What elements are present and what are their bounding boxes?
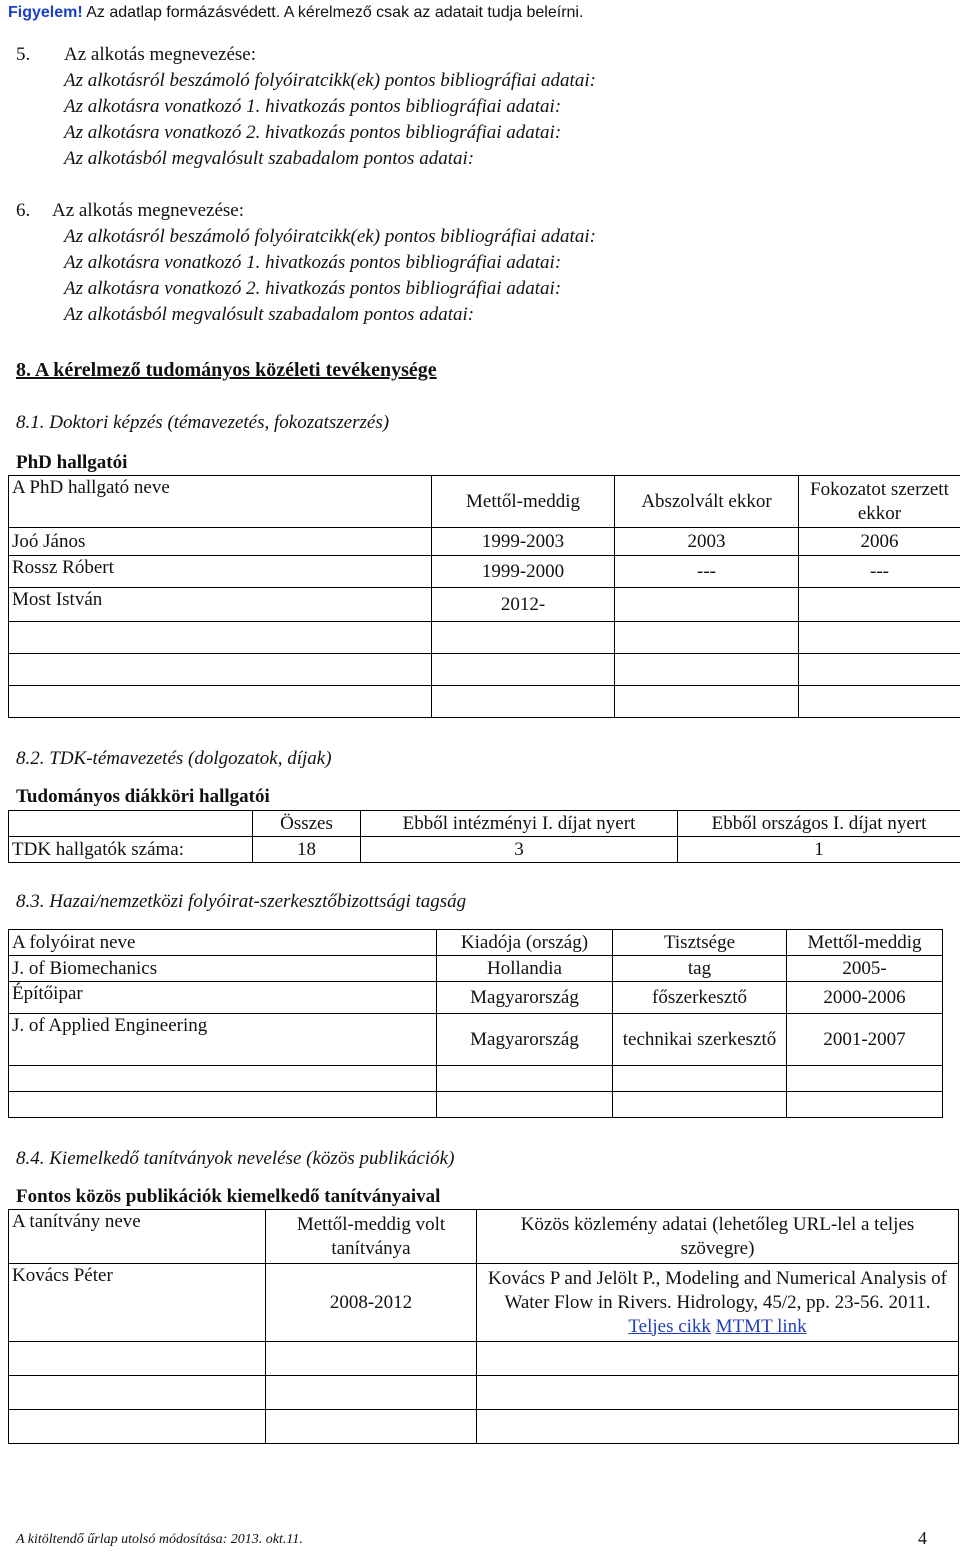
work-field-label: Az alkotásról beszámoló folyóiratcikk(ek) pontos bibliográfiai adatai:	[64, 226, 596, 247]
table-cell[interactable]: Magyarország	[437, 1014, 613, 1066]
column-header: Fokozatot szerzett ekkor	[799, 476, 960, 528]
column-header: A PhD hallgató neve	[9, 476, 432, 528]
column-header: Ebből országos I. díjat nyert	[678, 811, 960, 837]
column-header	[9, 811, 253, 837]
work-field-label: Az alkotásból megvalósult szabadalom pontos adatai:	[64, 148, 475, 169]
table-cell[interactable]: J. of Applied Engineering	[9, 1014, 437, 1066]
work-number: 6.	[16, 200, 31, 221]
format-warning	[8, 4, 583, 22]
section-8-3-heading: 8.3. Hazai/nemzetközi folyóirat-szerkesztőbizottsági tagság	[16, 891, 467, 912]
table-cell[interactable]: 1999-2000	[432, 556, 615, 588]
table-cell[interactable]	[613, 1066, 787, 1092]
table-cell[interactable]	[799, 686, 960, 718]
table-row	[9, 1066, 943, 1092]
table-header-row	[9, 930, 943, 956]
table-cell[interactable]	[9, 1066, 437, 1092]
table-cell[interactable]: főszerkesztő	[613, 982, 787, 1014]
work-field-label: Az alkotásra vonatkozó 1. hivatkozás pontos bibliográfiai adatai:	[64, 252, 562, 273]
table-cell[interactable]	[613, 1092, 787, 1118]
column-header: A tanítvány neve	[9, 1210, 266, 1264]
table-cell[interactable]: 2008-2012	[266, 1264, 477, 1342]
publication-cell[interactable]	[477, 1264, 959, 1342]
table-cell[interactable]	[432, 654, 615, 686]
table-cell[interactable]	[477, 1342, 959, 1376]
column-header: Ebből intézményi I. díjat nyert	[361, 811, 678, 837]
table-cell[interactable]: Magyarország	[437, 982, 613, 1014]
table-row	[9, 982, 943, 1014]
warning-text: Az adatlap formázásvédett. A kérelmező csak az adatait tudja beleírni.	[86, 4, 584, 21]
table-cell[interactable]: 2006	[799, 528, 960, 556]
work-number: 5.	[16, 44, 31, 65]
table-cell[interactable]: Hollandia	[437, 956, 613, 982]
table-cell[interactable]	[9, 1092, 437, 1118]
table-row	[9, 1092, 943, 1118]
warning-bold: Figyelem!	[8, 4, 83, 21]
table-row	[9, 654, 960, 686]
column-header: Mettől-meddig	[432, 476, 615, 528]
table-cell[interactable]	[437, 1092, 613, 1118]
table-cell[interactable]: ---	[799, 556, 960, 588]
table-cell[interactable]: 2000-2006	[787, 982, 943, 1014]
work-title-label: Az alkotás megnevezése:	[52, 200, 245, 221]
table-cell[interactable]	[432, 686, 615, 718]
table-row	[9, 622, 960, 654]
table-cell[interactable]	[266, 1410, 477, 1444]
table-cell[interactable]	[477, 1376, 959, 1410]
publication-text: Kovács P and Jelölt P., Modeling and Numerical Analysis of Water Flow in Rivers. Hidrology, 45/2, pp. 23-56. 2011.	[488, 1267, 947, 1313]
table-row	[9, 686, 960, 718]
table-cell[interactable]	[799, 588, 960, 622]
table-cell[interactable]: Kovács Péter	[9, 1264, 266, 1342]
full-article-link[interactable]: Teljes cikk	[628, 1315, 711, 1337]
section-8-4-heading: 8.4. Kiemelkedő tanítványok nevelése (közös publikációk)	[16, 1148, 455, 1169]
table-cell[interactable]: Joó János	[9, 528, 432, 556]
table-cell[interactable]: technikai szerkesztő	[613, 1014, 787, 1066]
section-8-2-heading: 8.2. TDK-témavezetés (dolgozatok, díjak)	[16, 748, 332, 769]
table-row	[9, 588, 960, 622]
table-cell[interactable]	[799, 654, 960, 686]
table-cell[interactable]	[9, 686, 432, 718]
work-field-label: Az alkotásból megvalósult szabadalom pontos adatai:	[64, 304, 475, 325]
column-header: Összes	[253, 811, 361, 837]
table-cell[interactable]: 1999-2003	[432, 528, 615, 556]
table-cell[interactable]	[437, 1066, 613, 1092]
table-row	[9, 1376, 959, 1410]
work-field-label: Az alkotásra vonatkozó 1. hivatkozás pontos bibliográfiai adatai:	[64, 96, 562, 117]
table-cell[interactable]	[9, 622, 432, 654]
table-cell[interactable]: Most István	[9, 588, 432, 622]
table-cell[interactable]: J. of Biomechanics	[9, 956, 437, 982]
table-cell[interactable]	[615, 622, 799, 654]
table-row	[9, 528, 960, 556]
table-cell[interactable]: 18	[253, 837, 361, 863]
table-cell[interactable]: Rossz Róbert	[9, 556, 432, 588]
column-header: Kiadója (ország)	[437, 930, 613, 956]
table-cell[interactable]	[799, 622, 960, 654]
table-row	[9, 1264, 959, 1342]
table-row	[9, 1410, 959, 1444]
work-field-label: Az alkotásra vonatkozó 2. hivatkozás pontos bibliográfiai adatai:	[64, 278, 562, 299]
section-8-heading: 8. A kérelmező tudományos közéleti tevékenysége	[16, 359, 437, 381]
page-number: 4	[918, 1528, 927, 1548]
table-cell[interactable]	[615, 588, 799, 622]
table-cell[interactable]: 1	[678, 837, 960, 863]
joint-publications-table	[8, 1209, 959, 1444]
table-header-row	[9, 476, 960, 528]
work-field-label: Az alkotásra vonatkozó 2. hivatkozás pontos bibliográfiai adatai:	[64, 122, 562, 143]
phd-table-label: PhD hallgatói	[16, 452, 128, 473]
table-row	[9, 1342, 959, 1376]
publications-table-label: Fontos közös publikációk kiemelkedő tanítványaival	[16, 1186, 441, 1207]
table-cell[interactable]	[9, 1410, 266, 1444]
table-row	[9, 837, 960, 863]
table-cell[interactable]: 2003	[615, 528, 799, 556]
table-cell: TDK hallgatók száma:	[9, 837, 253, 863]
table-header-row	[9, 811, 960, 837]
journal-boards-table	[8, 929, 943, 1118]
table-cell[interactable]: 2001-2007	[787, 1014, 943, 1066]
table-cell[interactable]	[266, 1376, 477, 1410]
table-row	[9, 556, 960, 588]
tdk-students-table	[8, 810, 960, 863]
table-row	[9, 1014, 943, 1066]
table-cell[interactable]: ---	[615, 556, 799, 588]
column-header: Mettől-meddig	[787, 930, 943, 956]
phd-students-table	[8, 475, 960, 718]
table-cell[interactable]	[787, 1066, 943, 1092]
column-header: Mettől-meddig volt tanítványa	[266, 1210, 477, 1264]
table-cell[interactable]	[787, 1092, 943, 1118]
table-cell[interactable]	[266, 1342, 477, 1376]
work-title-label: Az alkotás megnevezése:	[64, 44, 257, 65]
footer-modified-date: A kitöltendő űrlap utolsó módosítása: 2013. okt.11.	[16, 1532, 303, 1547]
table-cell[interactable]	[9, 1342, 266, 1376]
table-cell[interactable]	[615, 654, 799, 686]
table-cell[interactable]	[615, 686, 799, 718]
table-cell[interactable]	[477, 1410, 959, 1444]
table-cell[interactable]: 2012-	[432, 588, 615, 622]
table-row	[9, 956, 943, 982]
mtmt-link[interactable]: MTMT link	[715, 1315, 807, 1337]
column-header: A folyóirat neve	[9, 930, 437, 956]
table-cell[interactable]: 3	[361, 837, 678, 863]
column-header: Tisztsége	[613, 930, 787, 956]
table-cell[interactable]	[9, 1376, 266, 1410]
table-cell[interactable]: 2005-	[787, 956, 943, 982]
column-header: Abszolvált ekkor	[615, 476, 799, 528]
table-cell[interactable]: Építőipar	[9, 982, 437, 1014]
table-cell[interactable]	[432, 622, 615, 654]
section-8-1-heading: 8.1. Doktori képzés (témavezetés, fokozatszerzés)	[16, 412, 390, 433]
column-header: Közös közlemény adatai (lehetőleg URL-lel a teljes szövegre)	[477, 1210, 959, 1264]
table-cell[interactable]	[9, 654, 432, 686]
table-cell[interactable]: tag	[613, 956, 787, 982]
work-field-label: Az alkotásról beszámoló folyóiratcikk(ek) pontos bibliográfiai adatai:	[64, 70, 596, 91]
tdk-table-label: Tudományos diákköri hallgatói	[16, 786, 270, 807]
table-header-row	[9, 1210, 959, 1264]
